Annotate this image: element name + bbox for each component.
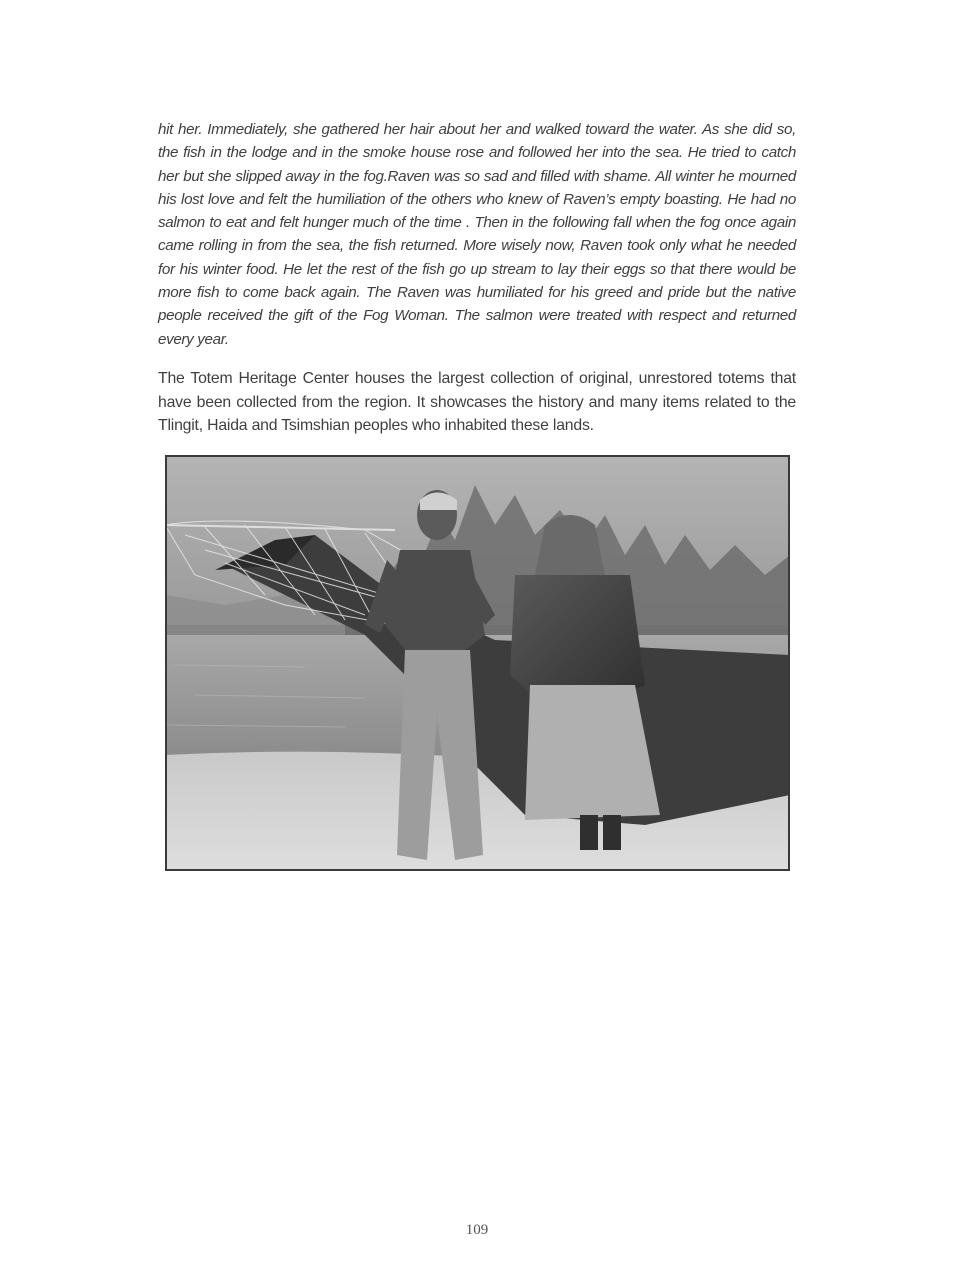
heritage-center-paragraph: The Totem Heritage Center houses the largest collection of original, unrestored totems that have been collected from the region. It showcases the history and many items related to the Tlingit, Haida and Tsimshian peoples who inhabited these lands. <box>158 370 796 434</box>
story-paragraph: hit her. Immediately, she gathered her hair about her and walked toward the water. As she did so, the fish in the lodge and in the smoke house rose and followed her into the sea. He tried to catch her but she slipped away in the fog.Raven was so sad and filled with shame. All winter he mourned his lost love and felt the humiliation of the others who knew of Raven’s empty boasting. He had no salmon to eat and felt hunger much of the time . Then in the following fall when the fog once again came rolling in from the sea, the fish returned. More wisely now, Raven took only what he needed for his winter food. He let the rest of the fish go up stream to lay their eggs so that there would be more fish to come back again. The Raven was humiliated for his greed and pride but the native people received the gift of the Fog Woman. The salmon were treated with respect and returned every year. <box>158 121 796 348</box>
historical-photograph <box>165 455 790 871</box>
page-number: 109 <box>465 1222 489 1238</box>
